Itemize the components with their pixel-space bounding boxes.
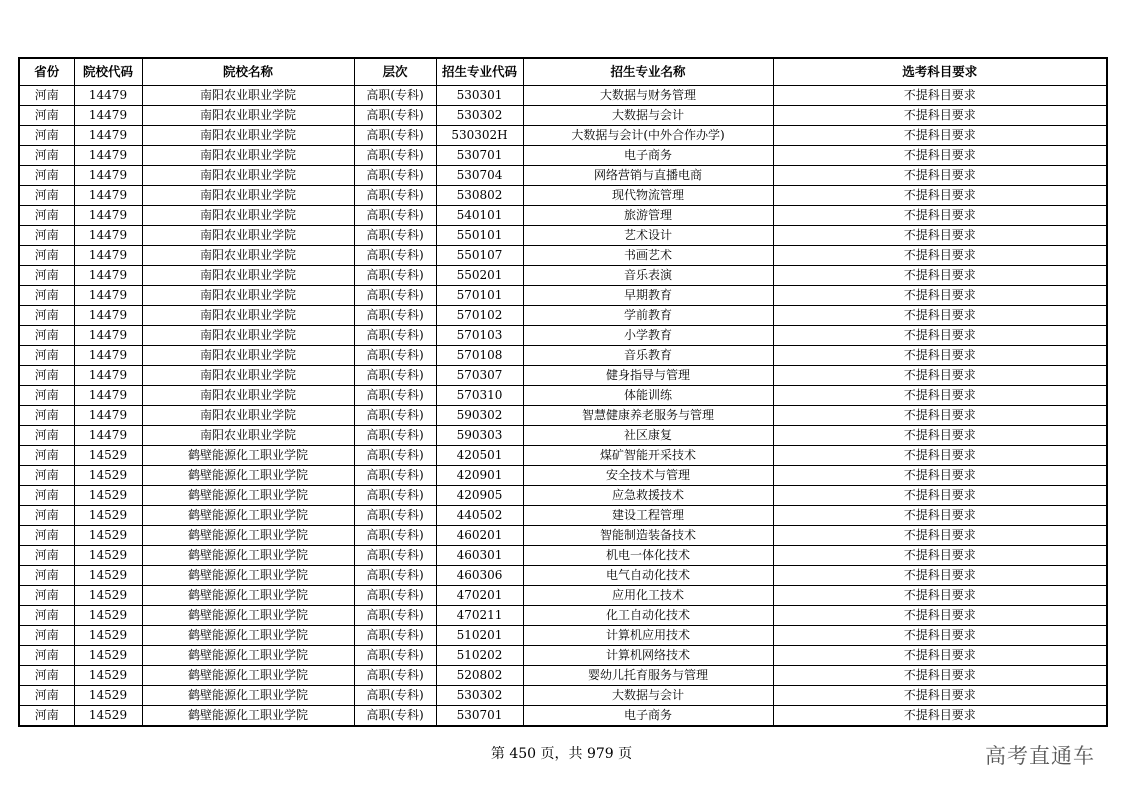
cell-school-code: 14479 xyxy=(74,146,142,166)
cell-major-name: 学前教育 xyxy=(523,306,773,326)
cell-major-code: 520802 xyxy=(436,666,523,686)
cell-level: 高职(专科) xyxy=(354,466,436,486)
cell-province: 河南 xyxy=(19,366,74,386)
cell-school-code: 14479 xyxy=(74,86,142,106)
cell-level: 高职(专科) xyxy=(354,606,436,626)
cell-level: 高职(专科) xyxy=(354,146,436,166)
cell-school-code: 14529 xyxy=(74,486,142,506)
cell-major-name: 早期教育 xyxy=(523,286,773,306)
table-row xyxy=(19,466,1107,486)
cell-subject-requirement: 不提科目要求 xyxy=(773,226,1107,246)
cell-school-name: 鹤壁能源化工职业学院 xyxy=(142,486,354,506)
cell-province: 河南 xyxy=(19,166,74,186)
cell-major-code: 550201 xyxy=(436,266,523,286)
cell-major-code: 570108 xyxy=(436,346,523,366)
table-row xyxy=(19,666,1107,686)
cell-major-name: 现代物流管理 xyxy=(523,186,773,206)
cell-level: 高职(专科) xyxy=(354,326,436,346)
cell-school-name: 南阳农业职业学院 xyxy=(142,126,354,146)
cell-province: 河南 xyxy=(19,286,74,306)
cell-school-name: 南阳农业职业学院 xyxy=(142,346,354,366)
cell-subject-requirement: 不提科目要求 xyxy=(773,526,1107,546)
cell-level: 高职(专科) xyxy=(354,626,436,646)
cell-school-name: 鹤壁能源化工职业学院 xyxy=(142,526,354,546)
cell-province: 河南 xyxy=(19,306,74,326)
table-row xyxy=(19,346,1107,366)
cell-school-name: 南阳农业职业学院 xyxy=(142,426,354,446)
cell-major-code: 420905 xyxy=(436,486,523,506)
cell-school-code: 14479 xyxy=(74,206,142,226)
cell-major-code: 590303 xyxy=(436,426,523,446)
cell-school-code: 14479 xyxy=(74,266,142,286)
cell-school-code: 14479 xyxy=(74,306,142,326)
cell-major-name: 电子商务 xyxy=(523,146,773,166)
cell-school-name: 南阳农业职业学院 xyxy=(142,186,354,206)
cell-province: 河南 xyxy=(19,326,74,346)
cell-province: 河南 xyxy=(19,546,74,566)
cell-province: 河南 xyxy=(19,426,74,446)
table-row xyxy=(19,366,1107,386)
cell-subject-requirement: 不提科目要求 xyxy=(773,626,1107,646)
table-row xyxy=(19,386,1107,406)
cell-major-code: 530301 xyxy=(436,86,523,106)
cell-school-name: 南阳农业职业学院 xyxy=(142,286,354,306)
cell-subject-requirement: 不提科目要求 xyxy=(773,206,1107,226)
cell-major-code: 570101 xyxy=(436,286,523,306)
cell-major-code: 570103 xyxy=(436,326,523,346)
cell-major-code: 420901 xyxy=(436,466,523,486)
cell-province: 河南 xyxy=(19,406,74,426)
cell-subject-requirement: 不提科目要求 xyxy=(773,686,1107,706)
cell-school-code: 14479 xyxy=(74,326,142,346)
cell-province: 河南 xyxy=(19,146,74,166)
cell-level: 高职(专科) xyxy=(354,306,436,326)
cell-major-code: 550107 xyxy=(436,246,523,266)
cell-level: 高职(专科) xyxy=(354,266,436,286)
cell-school-code: 14479 xyxy=(74,246,142,266)
table-row xyxy=(19,246,1107,266)
cell-province: 河南 xyxy=(19,466,74,486)
table-row xyxy=(19,626,1107,646)
cell-level: 高职(专科) xyxy=(354,186,436,206)
table-row xyxy=(19,326,1107,346)
cell-school-name: 南阳农业职业学院 xyxy=(142,266,354,286)
cell-major-code: 510201 xyxy=(436,626,523,646)
cell-subject-requirement: 不提科目要求 xyxy=(773,166,1107,186)
cell-major-code: 530302H xyxy=(436,126,523,146)
cell-subject-requirement: 不提科目要求 xyxy=(773,286,1107,306)
table-row xyxy=(19,706,1107,727)
cell-subject-requirement: 不提科目要求 xyxy=(773,706,1107,727)
cell-school-name: 南阳农业职业学院 xyxy=(142,206,354,226)
cell-major-code: 570307 xyxy=(436,366,523,386)
cell-school-code: 14529 xyxy=(74,666,142,686)
table-row xyxy=(19,506,1107,526)
cell-province: 河南 xyxy=(19,226,74,246)
table-row xyxy=(19,446,1107,466)
cell-province: 河南 xyxy=(19,266,74,286)
cell-major-name: 艺术设计 xyxy=(523,226,773,246)
cell-subject-requirement: 不提科目要求 xyxy=(773,86,1107,106)
cell-province: 河南 xyxy=(19,686,74,706)
cell-province: 河南 xyxy=(19,646,74,666)
table-row xyxy=(19,86,1107,106)
cell-subject-requirement: 不提科目要求 xyxy=(773,126,1107,146)
cell-major-name: 电气自动化技术 xyxy=(523,566,773,586)
cell-major-code: 570310 xyxy=(436,386,523,406)
cell-major-name: 安全技术与管理 xyxy=(523,466,773,486)
cell-school-name: 南阳农业职业学院 xyxy=(142,366,354,386)
table-row xyxy=(19,306,1107,326)
table-row xyxy=(19,206,1107,226)
table-row xyxy=(19,566,1107,586)
header-school-code: 院校代码 xyxy=(74,58,142,86)
cell-school-name: 鹤壁能源化工职业学院 xyxy=(142,506,354,526)
cell-school-name: 南阳农业职业学院 xyxy=(142,386,354,406)
header-major-name: 招生专业名称 xyxy=(523,58,773,86)
cell-major-code: 530302 xyxy=(436,686,523,706)
cell-major-code: 570102 xyxy=(436,306,523,326)
cell-school-name: 鹤壁能源化工职业学院 xyxy=(142,706,354,727)
cell-level: 高职(专科) xyxy=(354,426,436,446)
cell-major-name: 音乐教育 xyxy=(523,346,773,366)
cell-subject-requirement: 不提科目要求 xyxy=(773,666,1107,686)
watermark-text: 高考直通车 xyxy=(985,744,1095,768)
cell-school-code: 14529 xyxy=(74,526,142,546)
cell-school-name: 南阳农业职业学院 xyxy=(142,166,354,186)
cell-subject-requirement: 不提科目要求 xyxy=(773,106,1107,126)
cell-school-name: 鹤壁能源化工职业学院 xyxy=(142,586,354,606)
cell-major-name: 婴幼儿托育服务与管理 xyxy=(523,666,773,686)
cell-subject-requirement: 不提科目要求 xyxy=(773,606,1107,626)
cell-major-name: 体能训练 xyxy=(523,386,773,406)
cell-province: 河南 xyxy=(19,386,74,406)
cell-major-code: 510202 xyxy=(436,646,523,666)
cell-level: 高职(专科) xyxy=(354,366,436,386)
table-row xyxy=(19,526,1107,546)
cell-province: 河南 xyxy=(19,626,74,646)
cell-school-name: 鹤壁能源化工职业学院 xyxy=(142,446,354,466)
cell-school-name: 鹤壁能源化工职业学院 xyxy=(142,566,354,586)
cell-level: 高职(专科) xyxy=(354,546,436,566)
table-header-row xyxy=(19,58,1107,86)
cell-major-name: 健身指导与管理 xyxy=(523,366,773,386)
cell-level: 高职(专科) xyxy=(354,446,436,466)
cell-school-name: 鹤壁能源化工职业学院 xyxy=(142,626,354,646)
cell-subject-requirement: 不提科目要求 xyxy=(773,306,1107,326)
cell-province: 河南 xyxy=(19,446,74,466)
cell-school-name: 鹤壁能源化工职业学院 xyxy=(142,686,354,706)
cell-school-code: 14479 xyxy=(74,286,142,306)
cell-school-name: 南阳农业职业学院 xyxy=(142,326,354,346)
cell-province: 河南 xyxy=(19,506,74,526)
cell-province: 河南 xyxy=(19,526,74,546)
cell-school-code: 14479 xyxy=(74,366,142,386)
header-province: 省份 xyxy=(19,58,74,86)
cell-school-code: 14529 xyxy=(74,606,142,626)
header-school-name: 院校名称 xyxy=(142,58,354,86)
cell-school-code: 14529 xyxy=(74,566,142,586)
cell-level: 高职(专科) xyxy=(354,206,436,226)
table-row xyxy=(19,586,1107,606)
cell-major-name: 智慧健康养老服务与管理 xyxy=(523,406,773,426)
cell-school-name: 南阳农业职业学院 xyxy=(142,86,354,106)
cell-major-code: 540101 xyxy=(436,206,523,226)
cell-school-name: 南阳农业职业学院 xyxy=(142,226,354,246)
cell-subject-requirement: 不提科目要求 xyxy=(773,326,1107,346)
cell-subject-requirement: 不提科目要求 xyxy=(773,446,1107,466)
table-row xyxy=(19,226,1107,246)
cell-level: 高职(专科) xyxy=(354,666,436,686)
cell-level: 高职(专科) xyxy=(354,706,436,727)
cell-province: 河南 xyxy=(19,666,74,686)
cell-major-code: 590302 xyxy=(436,406,523,426)
cell-school-code: 14529 xyxy=(74,626,142,646)
cell-school-code: 14479 xyxy=(74,126,142,146)
cell-major-name: 网络营销与直播电商 xyxy=(523,166,773,186)
cell-subject-requirement: 不提科目要求 xyxy=(773,406,1107,426)
cell-province: 河南 xyxy=(19,606,74,626)
table-row xyxy=(19,686,1107,706)
cell-level: 高职(专科) xyxy=(354,506,436,526)
table-row xyxy=(19,486,1107,506)
admissions-table xyxy=(18,57,1108,727)
cell-school-code: 14529 xyxy=(74,446,142,466)
cell-school-code: 14479 xyxy=(74,226,142,246)
cell-major-name: 音乐表演 xyxy=(523,266,773,286)
cell-major-name: 应急救援技术 xyxy=(523,486,773,506)
header-subject-requirement: 选考科目要求 xyxy=(773,58,1107,86)
cell-major-name: 应用化工技术 xyxy=(523,586,773,606)
cell-school-name: 鹤壁能源化工职业学院 xyxy=(142,466,354,486)
cell-school-code: 14479 xyxy=(74,346,142,366)
cell-subject-requirement: 不提科目要求 xyxy=(773,186,1107,206)
cell-school-name: 鹤壁能源化工职业学院 xyxy=(142,666,354,686)
cell-province: 河南 xyxy=(19,86,74,106)
cell-major-name: 计算机应用技术 xyxy=(523,626,773,646)
cell-major-name: 旅游管理 xyxy=(523,206,773,226)
cell-level: 高职(专科) xyxy=(354,526,436,546)
cell-major-code: 530704 xyxy=(436,166,523,186)
cell-school-code: 14529 xyxy=(74,586,142,606)
table-row xyxy=(19,546,1107,566)
cell-school-code: 14529 xyxy=(74,646,142,666)
cell-province: 河南 xyxy=(19,706,74,727)
cell-school-code: 14529 xyxy=(74,706,142,727)
cell-subject-requirement: 不提科目要求 xyxy=(773,466,1107,486)
cell-school-name: 南阳农业职业学院 xyxy=(142,106,354,126)
cell-subject-requirement: 不提科目要求 xyxy=(773,646,1107,666)
cell-level: 高职(专科) xyxy=(354,86,436,106)
cell-level: 高职(专科) xyxy=(354,686,436,706)
table-row xyxy=(19,146,1107,166)
cell-province: 河南 xyxy=(19,486,74,506)
table-row xyxy=(19,186,1107,206)
cell-level: 高职(专科) xyxy=(354,566,436,586)
cell-major-name: 建设工程管理 xyxy=(523,506,773,526)
cell-province: 河南 xyxy=(19,346,74,366)
cell-subject-requirement: 不提科目要求 xyxy=(773,566,1107,586)
cell-subject-requirement: 不提科目要求 xyxy=(773,386,1107,406)
cell-major-code: 530802 xyxy=(436,186,523,206)
cell-level: 高职(专科) xyxy=(354,406,436,426)
cell-subject-requirement: 不提科目要求 xyxy=(773,346,1107,366)
cell-province: 河南 xyxy=(19,586,74,606)
cell-major-name: 电子商务 xyxy=(523,706,773,727)
cell-major-code: 530302 xyxy=(436,106,523,126)
cell-school-name: 鹤壁能源化工职业学院 xyxy=(142,646,354,666)
cell-major-code: 550101 xyxy=(436,226,523,246)
cell-subject-requirement: 不提科目要求 xyxy=(773,246,1107,266)
cell-major-code: 460201 xyxy=(436,526,523,546)
cell-major-code: 470201 xyxy=(436,586,523,606)
table-row xyxy=(19,426,1107,446)
table-row xyxy=(19,166,1107,186)
cell-level: 高职(专科) xyxy=(354,386,436,406)
cell-major-name: 大数据与会计 xyxy=(523,686,773,706)
cell-level: 高职(专科) xyxy=(354,486,436,506)
page-number: 第 450 页，共 979 页 xyxy=(490,746,633,762)
cell-province: 河南 xyxy=(19,246,74,266)
cell-level: 高职(专科) xyxy=(354,586,436,606)
header-major-code: 招生专业代码 xyxy=(436,58,523,86)
cell-school-code: 14529 xyxy=(74,506,142,526)
cell-level: 高职(专科) xyxy=(354,346,436,366)
cell-province: 河南 xyxy=(19,126,74,146)
cell-level: 高职(专科) xyxy=(354,246,436,266)
cell-major-code: 530701 xyxy=(436,706,523,727)
cell-level: 高职(专科) xyxy=(354,166,436,186)
cell-school-code: 14479 xyxy=(74,106,142,126)
cell-major-code: 460306 xyxy=(436,566,523,586)
table-row xyxy=(19,266,1107,286)
cell-major-name: 大数据与财务管理 xyxy=(523,86,773,106)
cell-major-code: 460301 xyxy=(436,546,523,566)
cell-school-name: 南阳农业职业学院 xyxy=(142,146,354,166)
cell-subject-requirement: 不提科目要求 xyxy=(773,366,1107,386)
cell-major-name: 煤矿智能开采技术 xyxy=(523,446,773,466)
cell-level: 高职(专科) xyxy=(354,126,436,146)
cell-level: 高职(专科) xyxy=(354,286,436,306)
table-row xyxy=(19,106,1107,126)
cell-major-name: 社区康复 xyxy=(523,426,773,446)
cell-major-name: 化工自动化技术 xyxy=(523,606,773,626)
cell-major-name: 大数据与会计 xyxy=(523,106,773,126)
table-row xyxy=(19,286,1107,306)
cell-major-code: 470211 xyxy=(436,606,523,626)
cell-school-code: 14479 xyxy=(74,406,142,426)
cell-school-name: 鹤壁能源化工职业学院 xyxy=(142,546,354,566)
cell-major-code: 420501 xyxy=(436,446,523,466)
cell-school-code: 14479 xyxy=(74,186,142,206)
header-level: 层次 xyxy=(354,58,436,86)
cell-level: 高职(专科) xyxy=(354,226,436,246)
table-row xyxy=(19,126,1107,146)
cell-school-code: 14479 xyxy=(74,426,142,446)
cell-school-name: 南阳农业职业学院 xyxy=(142,246,354,266)
cell-subject-requirement: 不提科目要求 xyxy=(773,426,1107,446)
cell-province: 河南 xyxy=(19,566,74,586)
cell-subject-requirement: 不提科目要求 xyxy=(773,546,1107,566)
cell-subject-requirement: 不提科目要求 xyxy=(773,146,1107,166)
cell-subject-requirement: 不提科目要求 xyxy=(773,506,1107,526)
cell-level: 高职(专科) xyxy=(354,646,436,666)
cell-province: 河南 xyxy=(19,106,74,126)
table-row xyxy=(19,606,1107,626)
cell-major-code: 530701 xyxy=(436,146,523,166)
cell-school-name: 南阳农业职业学院 xyxy=(142,406,354,426)
cell-school-code: 14479 xyxy=(74,386,142,406)
cell-subject-requirement: 不提科目要求 xyxy=(773,266,1107,286)
cell-major-name: 大数据与会计(中外合作办学) xyxy=(523,126,773,146)
table-body xyxy=(19,86,1107,727)
cell-major-name: 书画艺术 xyxy=(523,246,773,266)
cell-school-name: 鹤壁能源化工职业学院 xyxy=(142,606,354,626)
table-row xyxy=(19,646,1107,666)
table-row xyxy=(19,406,1107,426)
cell-school-code: 14479 xyxy=(74,166,142,186)
cell-level: 高职(专科) xyxy=(354,106,436,126)
cell-school-name: 南阳农业职业学院 xyxy=(142,306,354,326)
cell-subject-requirement: 不提科目要求 xyxy=(773,486,1107,506)
cell-major-name: 计算机网络技术 xyxy=(523,646,773,666)
cell-major-code: 440502 xyxy=(436,506,523,526)
cell-school-code: 14529 xyxy=(74,466,142,486)
cell-province: 河南 xyxy=(19,206,74,226)
cell-major-name: 智能制造装备技术 xyxy=(523,526,773,546)
cell-major-name: 小学教育 xyxy=(523,326,773,346)
cell-subject-requirement: 不提科目要求 xyxy=(773,586,1107,606)
cell-school-code: 14529 xyxy=(74,686,142,706)
cell-school-code: 14529 xyxy=(74,546,142,566)
cell-province: 河南 xyxy=(19,186,74,206)
cell-major-name: 机电一体化技术 xyxy=(523,546,773,566)
